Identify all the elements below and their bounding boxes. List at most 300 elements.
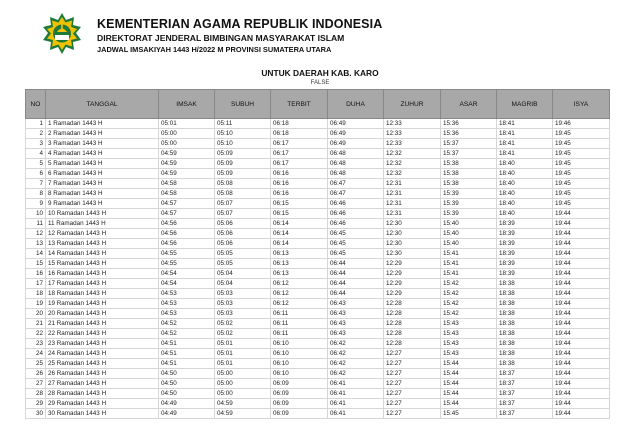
cell-no: 25 — [26, 359, 46, 369]
cell-asar: 15:39 — [441, 209, 497, 219]
cell-magrib: 18:40 — [497, 159, 553, 169]
cell-subuh: 05:08 — [215, 189, 271, 199]
cell-magrib: 18:40 — [497, 209, 553, 219]
cell-tanggal: 4 Ramadan 1443 H — [46, 149, 159, 159]
cell-terbit: 06:16 — [271, 179, 328, 189]
cell-terbit: 06:15 — [271, 199, 328, 209]
column-header-terbit: TERBIT — [271, 90, 328, 119]
cell-tanggal: 6 Ramadan 1443 H — [46, 169, 159, 179]
cell-imsak: 04:56 — [159, 219, 215, 229]
cell-asar: 15:37 — [441, 149, 497, 159]
cell-asar: 15:42 — [441, 289, 497, 299]
table-row — [26, 329, 610, 339]
cell-zuhur: 12:27 — [384, 389, 441, 399]
cell-isya: 19:45 — [553, 159, 610, 169]
cell-isya: 19:44 — [553, 229, 610, 239]
cell-imsak: 05:01 — [159, 119, 215, 129]
cell-tanggal: 12 Ramadan 1443 H — [46, 229, 159, 239]
cell-asar: 15:44 — [441, 369, 497, 379]
cell-isya: 19:44 — [553, 409, 610, 419]
cell-imsak: 04:50 — [159, 389, 215, 399]
cell-zuhur: 12:30 — [384, 229, 441, 239]
cell-zuhur: 12:28 — [384, 339, 441, 349]
cell-asar: 15:38 — [441, 179, 497, 189]
cell-tanggal: 10 Ramadan 1443 H — [46, 209, 159, 219]
cell-imsak: 04:54 — [159, 269, 215, 279]
cell-zuhur: 12:28 — [384, 319, 441, 329]
cell-subuh: 05:10 — [215, 139, 271, 149]
cell-magrib: 18:39 — [497, 259, 553, 269]
cell-subuh: 05:06 — [215, 229, 271, 239]
table-row — [26, 129, 610, 139]
table-row — [26, 249, 610, 259]
cell-subuh: 05:11 — [215, 119, 271, 129]
cell-imsak: 04:53 — [159, 289, 215, 299]
cell-terbit: 06:12 — [271, 279, 328, 289]
cell-tanggal: 18 Ramadan 1443 H — [46, 289, 159, 299]
cell-zuhur: 12:32 — [384, 159, 441, 169]
cell-terbit: 06:09 — [271, 389, 328, 399]
table-row — [26, 299, 610, 309]
table-row — [26, 169, 610, 179]
cell-zuhur: 12:31 — [384, 179, 441, 189]
cell-asar: 15:43 — [441, 339, 497, 349]
cell-imsak: 04:52 — [159, 319, 215, 329]
cell-duha: 06:46 — [328, 199, 384, 209]
cell-duha: 06:41 — [328, 409, 384, 419]
cell-tanggal: 22 Ramadan 1443 H — [46, 329, 159, 339]
cell-terbit: 06:11 — [271, 319, 328, 329]
cell-magrib: 18:37 — [497, 389, 553, 399]
cell-subuh: 05:03 — [215, 309, 271, 319]
cell-zuhur: 12:29 — [384, 259, 441, 269]
cell-terbit: 06:11 — [271, 329, 328, 339]
cell-tanggal: 7 Ramadan 1443 H — [46, 179, 159, 189]
cell-duha: 06:44 — [328, 269, 384, 279]
cell-imsak: 04:50 — [159, 369, 215, 379]
cell-magrib: 18:38 — [497, 339, 553, 349]
cell-tanggal: 30 Ramadan 1443 H — [46, 409, 159, 419]
cell-isya: 19:44 — [553, 399, 610, 409]
cell-zuhur: 12:27 — [384, 359, 441, 369]
table-row — [26, 309, 610, 319]
cell-isya: 19:44 — [553, 339, 610, 349]
cell-duha: 06:42 — [328, 349, 384, 359]
cell-isya: 19:44 — [553, 369, 610, 379]
table-body — [26, 119, 610, 419]
cell-duha: 06:46 — [328, 209, 384, 219]
cell-duha: 06:44 — [328, 289, 384, 299]
cell-terbit: 06:17 — [271, 139, 328, 149]
cell-asar: 15:38 — [441, 169, 497, 179]
cell-duha: 06:45 — [328, 229, 384, 239]
cell-zuhur: 12:31 — [384, 189, 441, 199]
cell-zuhur: 12:27 — [384, 379, 441, 389]
cell-zuhur: 12:31 — [384, 199, 441, 209]
cell-magrib: 18:37 — [497, 409, 553, 419]
cell-isya: 19:44 — [553, 329, 610, 339]
table-row — [26, 369, 610, 379]
cell-zuhur: 12:33 — [384, 139, 441, 149]
cell-no: 10 — [26, 209, 46, 219]
cell-no: 18 — [26, 289, 46, 299]
cell-no: 17 — [26, 279, 46, 289]
cell-duha: 06:49 — [328, 139, 384, 149]
cell-magrib: 18:38 — [497, 299, 553, 309]
cell-no: 29 — [26, 399, 46, 409]
cell-no: 1 — [26, 119, 46, 129]
cell-isya: 19:45 — [553, 169, 610, 179]
table-row — [26, 209, 610, 219]
cell-tanggal: 26 Ramadan 1443 H — [46, 369, 159, 379]
cell-isya: 19:45 — [553, 179, 610, 189]
column-header-imsak: IMSAK — [159, 90, 215, 119]
table-row — [26, 199, 610, 209]
cell-tanggal: 3 Ramadan 1443 H — [46, 139, 159, 149]
cell-subuh: 05:00 — [215, 389, 271, 399]
cell-asar: 15:40 — [441, 229, 497, 239]
cell-tanggal: 13 Ramadan 1443 H — [46, 239, 159, 249]
cell-isya: 19:44 — [553, 269, 610, 279]
column-header-subuh: SUBUH — [215, 90, 271, 119]
cell-subuh: 05:05 — [215, 249, 271, 259]
cell-duha: 06:49 — [328, 129, 384, 139]
cell-tanggal: 23 Ramadan 1443 H — [46, 339, 159, 349]
cell-terbit: 06:18 — [271, 129, 328, 139]
cell-magrib: 18:37 — [497, 379, 553, 389]
column-header-no: NO — [26, 90, 46, 119]
cell-asar: 15:37 — [441, 139, 497, 149]
cell-asar: 15:41 — [441, 249, 497, 259]
ministry-title: KEMENTERIAN AGAMA REPUBLIK INDONESIA — [97, 17, 383, 31]
cell-asar: 15:41 — [441, 269, 497, 279]
cell-isya: 19:44 — [553, 219, 610, 229]
cell-imsak: 04:50 — [159, 379, 215, 389]
cell-terbit: 06:14 — [271, 229, 328, 239]
cell-tanggal: 8 Ramadan 1443 H — [46, 189, 159, 199]
cell-isya: 19:44 — [553, 209, 610, 219]
cell-asar: 15:43 — [441, 319, 497, 329]
cell-imsak: 04:53 — [159, 299, 215, 309]
cell-terbit: 06:10 — [271, 339, 328, 349]
region-heading: UNTUK DAERAH KAB. KARO — [261, 68, 379, 78]
table-row — [26, 119, 610, 129]
cell-duha: 06:47 — [328, 179, 384, 189]
cell-zuhur: 12:29 — [384, 289, 441, 299]
cell-duha: 06:44 — [328, 279, 384, 289]
cell-magrib: 18:38 — [497, 289, 553, 299]
cell-magrib: 18:37 — [497, 399, 553, 409]
cell-imsak: 04:58 — [159, 179, 215, 189]
cell-no: 2 — [26, 129, 46, 139]
cell-no: 12 — [26, 229, 46, 239]
cell-no: 16 — [26, 269, 46, 279]
cell-subuh: 05:00 — [215, 369, 271, 379]
cell-duha: 06:41 — [328, 399, 384, 409]
table-row — [26, 399, 610, 409]
cell-duha: 06:48 — [328, 149, 384, 159]
cell-terbit: 06:16 — [271, 169, 328, 179]
cell-imsak: 04:49 — [159, 399, 215, 409]
cell-imsak: 04:56 — [159, 229, 215, 239]
cell-zuhur: 12:32 — [384, 169, 441, 179]
cell-duha: 06:49 — [328, 119, 384, 129]
cell-magrib: 18:39 — [497, 239, 553, 249]
cell-asar: 15:42 — [441, 299, 497, 309]
cell-zuhur: 12:29 — [384, 269, 441, 279]
cell-isya: 19:44 — [553, 249, 610, 259]
cell-imsak: 04:54 — [159, 279, 215, 289]
cell-duha: 06:43 — [328, 309, 384, 319]
cell-imsak: 04:57 — [159, 199, 215, 209]
cell-subuh: 05:06 — [215, 239, 271, 249]
column-header-zuhur: ZUHUR — [384, 90, 441, 119]
column-header-isya: ISYA — [553, 90, 610, 119]
cell-magrib: 18:39 — [497, 229, 553, 239]
cell-subuh: 05:03 — [215, 289, 271, 299]
cell-isya: 19:45 — [553, 189, 610, 199]
cell-no: 23 — [26, 339, 46, 349]
table-row — [26, 359, 610, 369]
table-row — [26, 279, 610, 289]
cell-magrib: 18:40 — [497, 169, 553, 179]
column-header-asar: ASAR — [441, 90, 497, 119]
cell-subuh: 05:09 — [215, 149, 271, 159]
cell-imsak: 05:00 — [159, 129, 215, 139]
cell-magrib: 18:38 — [497, 319, 553, 329]
cell-magrib: 18:39 — [497, 249, 553, 259]
cell-zuhur: 12:32 — [384, 149, 441, 159]
cell-magrib: 18:38 — [497, 359, 553, 369]
cell-imsak: 04:59 — [159, 169, 215, 179]
table-row — [26, 239, 610, 249]
cell-imsak: 04:51 — [159, 339, 215, 349]
cell-subuh: 05:07 — [215, 209, 271, 219]
cell-zuhur: 12:27 — [384, 349, 441, 359]
cell-magrib: 18:40 — [497, 199, 553, 209]
cell-imsak: 04:57 — [159, 209, 215, 219]
cell-no: 21 — [26, 319, 46, 329]
table-row — [26, 269, 610, 279]
cell-subuh: 05:05 — [215, 259, 271, 269]
cell-asar: 15:45 — [441, 409, 497, 419]
cell-duha: 06:41 — [328, 379, 384, 389]
cell-terbit: 06:09 — [271, 379, 328, 389]
cell-isya: 19:45 — [553, 139, 610, 149]
cell-duha: 06:48 — [328, 169, 384, 179]
cell-asar: 15:39 — [441, 199, 497, 209]
cell-subuh: 05:04 — [215, 269, 271, 279]
table-row — [26, 259, 610, 269]
cell-duha: 06:43 — [328, 329, 384, 339]
cell-terbit: 06:18 — [271, 119, 328, 129]
cell-tanggal: 24 Ramadan 1443 H — [46, 349, 159, 359]
cell-terbit: 06:16 — [271, 189, 328, 199]
cell-zuhur: 12:27 — [384, 369, 441, 379]
cell-terbit: 06:10 — [271, 349, 328, 359]
cell-isya: 19:44 — [553, 259, 610, 269]
cell-subuh: 05:00 — [215, 379, 271, 389]
cell-isya: 19:44 — [553, 289, 610, 299]
cell-isya: 19:44 — [553, 279, 610, 289]
cell-duha: 06:42 — [328, 359, 384, 369]
cell-asar: 15:43 — [441, 329, 497, 339]
cell-terbit: 06:12 — [271, 299, 328, 309]
table-row — [26, 389, 610, 399]
cell-imsak: 04:51 — [159, 349, 215, 359]
cell-zuhur: 12:30 — [384, 249, 441, 259]
cell-no: 4 — [26, 149, 46, 159]
schedule-title: JADWAL IMSAKIYAH 1443 H/2022 M PROVINSI SUMATERA UTARA — [97, 45, 332, 54]
cell-imsak: 04:49 — [159, 409, 215, 419]
cell-imsak: 04:55 — [159, 249, 215, 259]
cell-magrib: 18:40 — [497, 179, 553, 189]
table-header-row — [26, 90, 610, 119]
cell-tanggal: 17 Ramadan 1443 H — [46, 279, 159, 289]
cell-zuhur: 12:27 — [384, 399, 441, 409]
cell-isya: 19:44 — [553, 389, 610, 399]
table-row — [26, 409, 610, 419]
table-row — [26, 379, 610, 389]
directorate-subtitle: DIREKTORAT JENDERAL BIMBINGAN MASYARAKAT ISLAM — [97, 33, 345, 43]
cell-no: 19 — [26, 299, 46, 309]
cell-no: 20 — [26, 309, 46, 319]
cell-asar: 15:40 — [441, 239, 497, 249]
cell-asar: 15:40 — [441, 219, 497, 229]
cell-imsak: 04:56 — [159, 239, 215, 249]
cell-imsak: 04:55 — [159, 259, 215, 269]
cell-zuhur: 12:33 — [384, 129, 441, 139]
cell-isya: 19:44 — [553, 379, 610, 389]
cell-duha: 06:48 — [328, 159, 384, 169]
cell-terbit: 06:12 — [271, 289, 328, 299]
cell-duha: 06:47 — [328, 189, 384, 199]
cell-no: 6 — [26, 169, 46, 179]
table-row — [26, 179, 610, 189]
cell-duha: 06:41 — [328, 389, 384, 399]
cell-no: 28 — [26, 389, 46, 399]
cell-terbit: 06:10 — [271, 369, 328, 379]
cell-magrib: 18:39 — [497, 219, 553, 229]
cell-asar: 15:44 — [441, 379, 497, 389]
cell-subuh: 05:01 — [215, 359, 271, 369]
cell-subuh: 05:07 — [215, 199, 271, 209]
cell-subuh: 05:01 — [215, 339, 271, 349]
cell-duha: 06:42 — [328, 339, 384, 349]
table-row — [26, 189, 610, 199]
cell-tanggal: 9 Ramadan 1443 H — [46, 199, 159, 209]
cell-terbit: 06:14 — [271, 239, 328, 249]
cell-imsak: 05:00 — [159, 139, 215, 149]
cell-duha: 06:44 — [328, 259, 384, 269]
cell-subuh: 05:04 — [215, 279, 271, 289]
kemenag-emblem-icon — [40, 12, 84, 56]
region-note: FALSE — [310, 80, 330, 86]
cell-isya: 19:44 — [553, 319, 610, 329]
cell-magrib: 18:38 — [497, 329, 553, 339]
cell-asar: 15:44 — [441, 399, 497, 409]
cell-isya: 19:45 — [553, 129, 610, 139]
cell-no: 5 — [26, 159, 46, 169]
cell-magrib: 18:41 — [497, 129, 553, 139]
cell-subuh: 05:10 — [215, 129, 271, 139]
cell-no: 8 — [26, 189, 46, 199]
cell-magrib: 18:38 — [497, 309, 553, 319]
cell-no: 22 — [26, 329, 46, 339]
cell-zuhur: 12:28 — [384, 309, 441, 319]
cell-asar: 15:44 — [441, 389, 497, 399]
cell-tanggal: 14 Ramadan 1443 H — [46, 249, 159, 259]
cell-subuh: 05:02 — [215, 329, 271, 339]
cell-tanggal: 16 Ramadan 1443 H — [46, 269, 159, 279]
table-row — [26, 159, 610, 169]
cell-duha: 06:43 — [328, 299, 384, 309]
cell-magrib: 18:41 — [497, 119, 553, 129]
document-header — [0, 0, 640, 64]
cell-zuhur: 12:30 — [384, 239, 441, 249]
column-header-tanggal: TANGGAL — [46, 90, 159, 119]
cell-magrib: 18:41 — [497, 139, 553, 149]
cell-zuhur: 12:33 — [384, 119, 441, 129]
cell-tanggal: 20 Ramadan 1443 H — [46, 309, 159, 319]
cell-no: 15 — [26, 259, 46, 269]
cell-no: 9 — [26, 199, 46, 209]
cell-terbit: 06:17 — [271, 149, 328, 159]
cell-tanggal: 5 Ramadan 1443 H — [46, 159, 159, 169]
cell-magrib: 18:37 — [497, 369, 553, 379]
cell-subuh: 05:03 — [215, 299, 271, 309]
cell-no: 14 — [26, 249, 46, 259]
cell-imsak: 04:59 — [159, 159, 215, 169]
cell-zuhur: 12:29 — [384, 279, 441, 289]
cell-tanggal: 29 Ramadan 1443 H — [46, 399, 159, 409]
imsakiyah-table — [25, 89, 610, 419]
table-row — [26, 319, 610, 329]
cell-subuh: 04:59 — [215, 399, 271, 409]
cell-no: 30 — [26, 409, 46, 419]
table-row — [26, 149, 610, 159]
cell-zuhur: 12:31 — [384, 209, 441, 219]
cell-imsak: 04:53 — [159, 309, 215, 319]
cell-terbit: 06:11 — [271, 309, 328, 319]
cell-no: 7 — [26, 179, 46, 189]
cell-isya: 19:46 — [553, 119, 610, 129]
cell-terbit: 06:17 — [271, 159, 328, 169]
cell-asar: 15:43 — [441, 349, 497, 359]
cell-tanggal: 21 Ramadan 1443 H — [46, 319, 159, 329]
cell-subuh: 05:08 — [215, 179, 271, 189]
cell-zuhur: 12:28 — [384, 299, 441, 309]
cell-magrib: 18:40 — [497, 189, 553, 199]
cell-subuh: 05:09 — [215, 159, 271, 169]
cell-no: 27 — [26, 379, 46, 389]
cell-imsak: 04:51 — [159, 359, 215, 369]
table-row — [26, 139, 610, 149]
cell-magrib: 18:39 — [497, 269, 553, 279]
cell-isya: 19:44 — [553, 359, 610, 369]
cell-terbit: 06:15 — [271, 209, 328, 219]
cell-duha: 06:46 — [328, 219, 384, 229]
cell-subuh: 05:09 — [215, 169, 271, 179]
cell-asar: 15:38 — [441, 159, 497, 169]
cell-duha: 06:43 — [328, 319, 384, 329]
cell-duha: 06:45 — [328, 249, 384, 259]
cell-magrib: 18:38 — [497, 349, 553, 359]
cell-tanggal: 25 Ramadan 1443 H — [46, 359, 159, 369]
cell-tanggal: 28 Ramadan 1443 H — [46, 389, 159, 399]
cell-tanggal: 11 Ramadan 1443 H — [46, 219, 159, 229]
cell-tanggal: 27 Ramadan 1443 H — [46, 379, 159, 389]
